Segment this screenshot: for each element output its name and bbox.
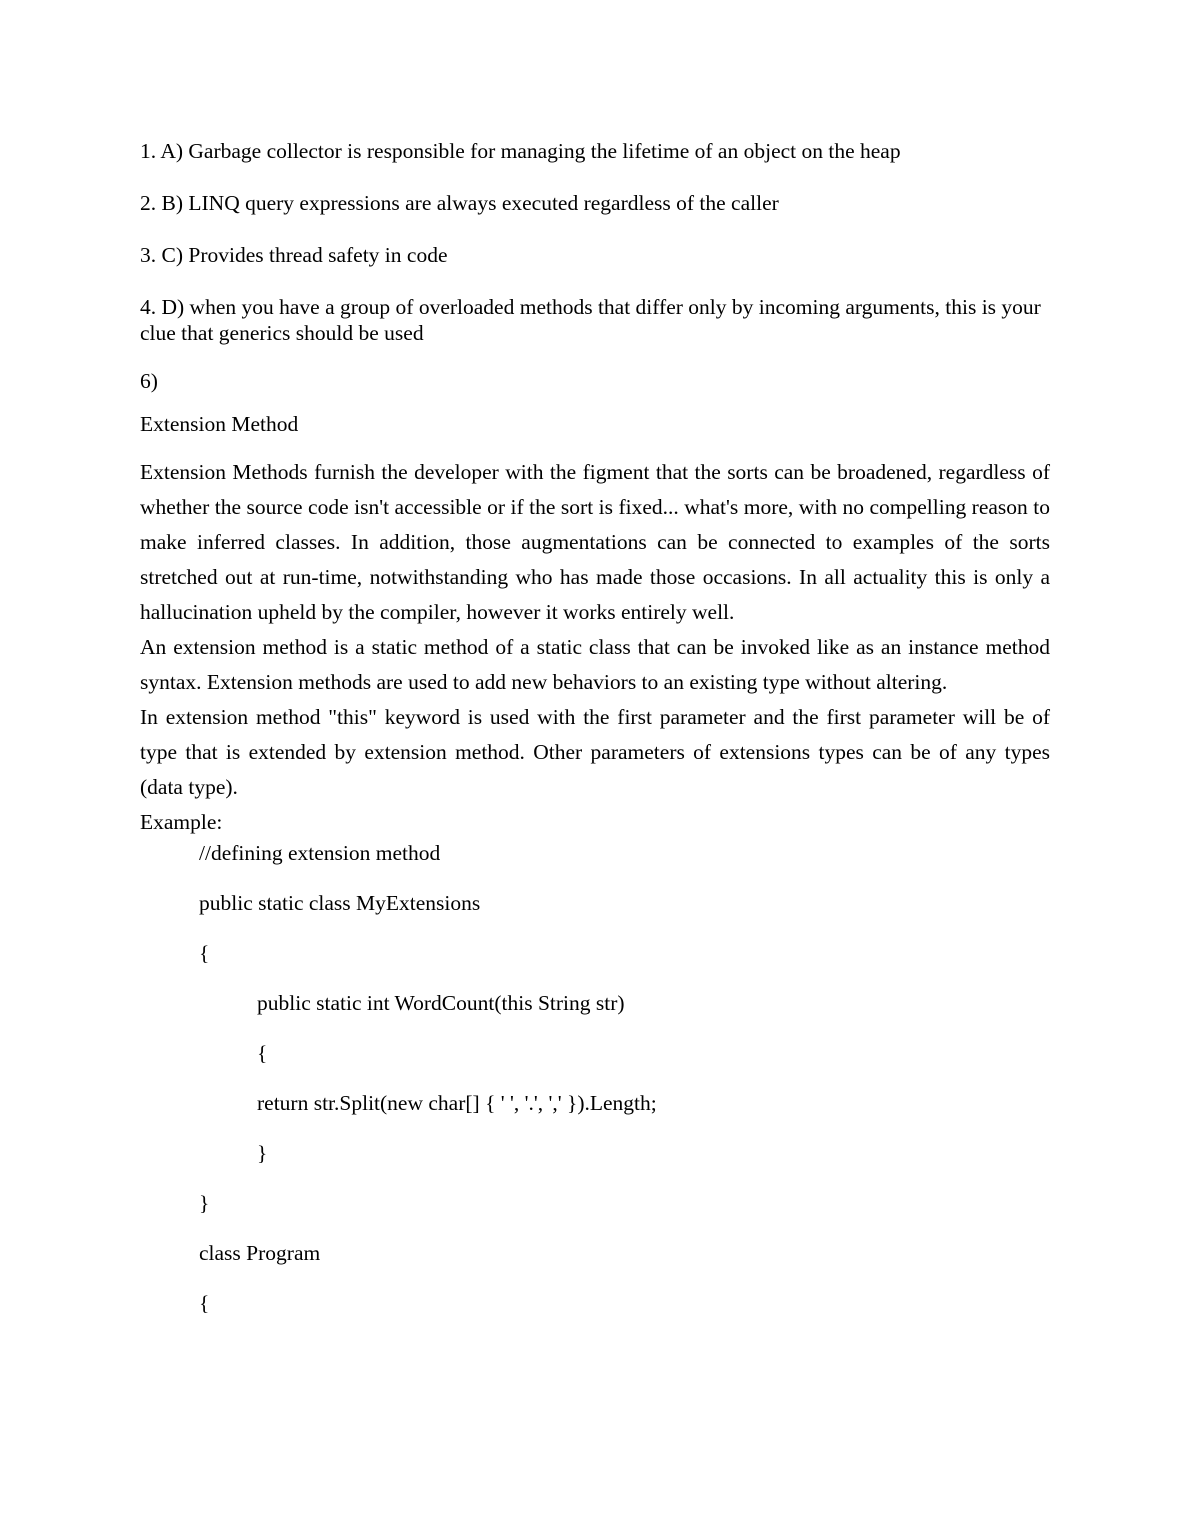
code-line-comment: //defining extension method (199, 841, 441, 865)
document-content (140, 138, 1050, 1340)
code-line-class-open-brace: { (199, 941, 210, 965)
answer-4: 4. D) when you have a group of overloaded methods that differ only by incoming arguments, this is your clue that generics should be used (140, 295, 1041, 345)
paragraph-definition: An extension method is a static method of a static class that can be invoked like as an instance method syntax. Extension methods are used to add new behaviors to an existing type without altering. (140, 635, 1050, 694)
example-label: Example: (140, 810, 223, 834)
section-heading: Extension Method (140, 412, 299, 436)
code-line-program-open-brace: { (199, 1291, 210, 1315)
code-line-method-close-brace: } (257, 1141, 268, 1165)
answer-3: 3. C) Provides thread safety in code (140, 243, 448, 267)
answer-2: 2. B) LINQ query expressions are always executed regardless of the caller (140, 191, 779, 215)
paragraph-this-keyword: In extension method "this" keyword is used with the first parameter and the first parameter will be of type that is extended by extension method. Other parameters of extensions types can be of any types (data type). (140, 705, 1050, 799)
code-line-class-close-brace: } (199, 1191, 210, 1215)
question-number: 6) (140, 369, 158, 393)
code-line-method-open-brace: { (257, 1041, 268, 1065)
code-line-class-declaration: public static class MyExtensions (199, 891, 481, 915)
code-example (140, 840, 1050, 1316)
code-line-return-statement: return str.Split(new char[] { ' ', '.', ',' }).Length; (257, 1091, 657, 1115)
answer-1: 1. A) Garbage collector is responsible for managing the lifetime of an object on the heap (140, 139, 901, 163)
paragraph-intro: Extension Methods furnish the developer with the figment that the sorts can be broadened, regardless of whether the source code isn't accessible or if the sort is fixed... what's more, with no compelling reason to make inferred classes. In addition, those augmentations can be connected to examples of the sorts stretched out at run-time, notwithstanding who has made those occasions. In all actuality this is only a hallucination upheld by the compiler, however it works entirely well. (140, 460, 1050, 624)
code-line-method-signature: public static int WordCount(this String str) (257, 991, 625, 1015)
code-line-program-class: class Program (199, 1241, 321, 1265)
